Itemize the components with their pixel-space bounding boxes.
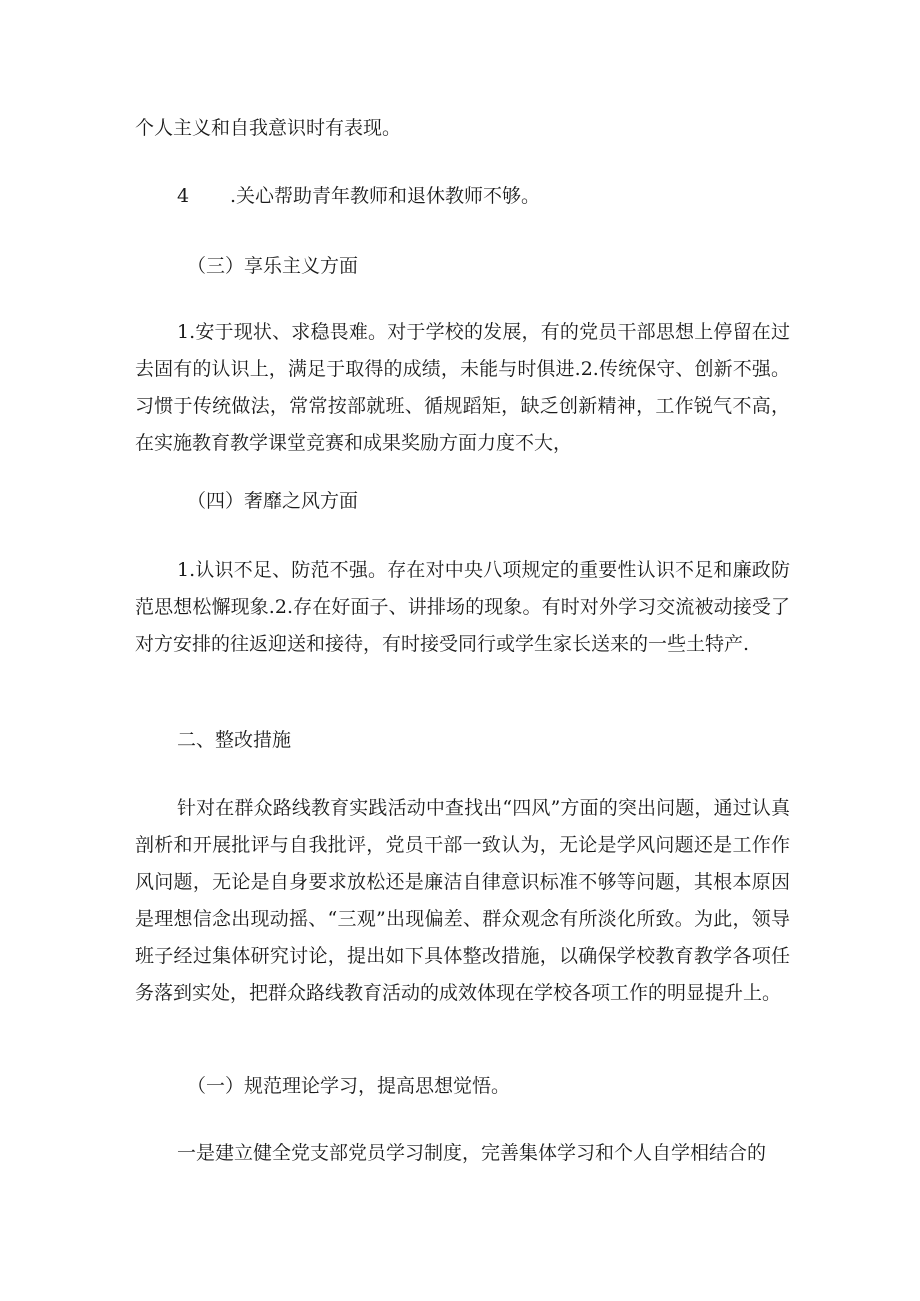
- subsection-heading-theory-study: （一）规范理论学习，提高思想觉悟。: [187, 1075, 511, 1097]
- paragraph-hedonism: 1.安于现状、求稳畏难。对于学校的发展，有的党员干部思想上停留在过去固有的认识上，满足于取得的成绩，未能与时俱进.2.传统保守、创新不强。习惯于传统做法，常常按部就班、循规蹈矩，缺乏创新精神，工作锐气不高，在实施教育教学课堂竞赛和成果奖励方面力度不大，: [135, 321, 790, 454]
- section-heading-rectification: 二、整改措施: [177, 729, 292, 751]
- list-number: 4: [177, 185, 190, 207]
- paragraph-individualism: 个人主义和自我意识时有表现。: [135, 117, 402, 139]
- paragraph-rectification: 针对在群众路线教育实践活动中查找出“四风”方面的突出问题，通过认真剖析和开展批评与自我批评，党员干部一致认为，无论是学风问题还是工作作风问题，无论是自身要求放松还是廉洁自律意识标准不够等问题，其根本原因是理想信念出现动摇、“三观”出现偏差、群众观念有所淡化所致。为此，领导班子经过集体研究讨论，提出如下具体整改措施，以确保学校教育教学各项任务落到实处，把群众路线教育活动的成效体现在学校各项工作的明显提升上。: [135, 797, 790, 1004]
- section-heading-hedonism: （三）享乐主义方面: [187, 255, 359, 277]
- paragraph-study-system: 一是建立健全党支部党员学习制度，完善集体学习和个人自学相结合的: [177, 1142, 767, 1164]
- paragraph-care-teachers: .关心帮助青年教师和退休教师不够。: [230, 185, 541, 207]
- section-heading-extravagance: （四）奢靡之风方面: [187, 490, 359, 512]
- paragraph-extravagance: 1.认识不足、防范不强。存在对中央八项规定的重要性认识不足和廉政防范思想松懈现象.2.存在好面子、讲排场的现象。有时对外学习交流被动接受了对方安排的往返迎送和接待，有时接受同行或学生家长送来的一些土特产.: [135, 559, 790, 655]
